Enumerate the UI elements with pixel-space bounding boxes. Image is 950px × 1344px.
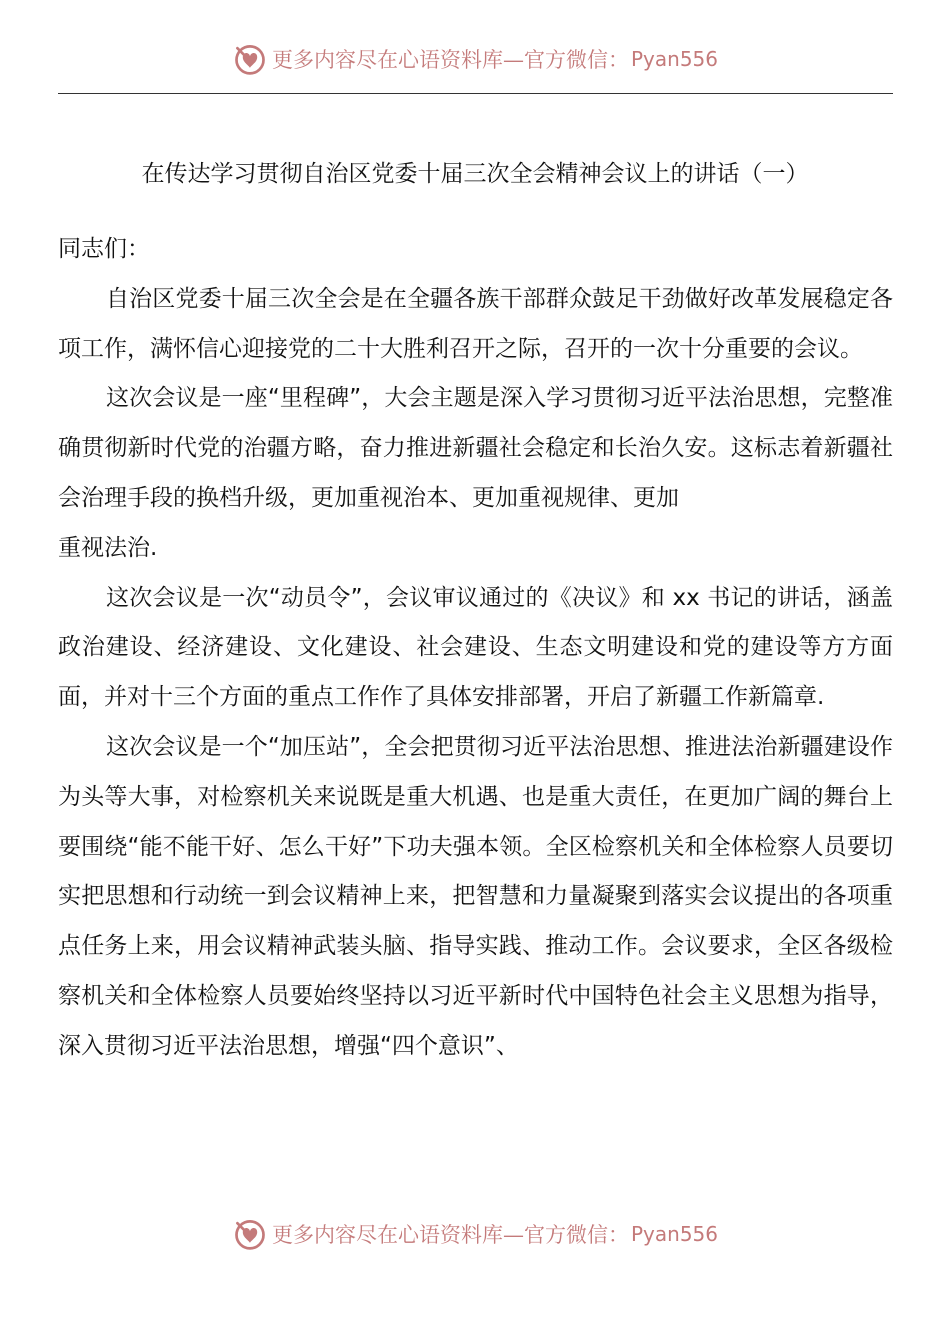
paragraph-4: 这次会议是一个“加压站”，全会把贯彻习近平法治思想、推进法治新疆建设作为头等大事，对检察机关来说既是重大机遇、也是重大责任，在更加广阔的舞台上要围绕“能不能干好、怎么干好”下功夫强本领。全区检察机关和全体检察人员要切实把思想和行动统一到会议精神上来，把智慧和力量凝聚到落实会议提出的各项重点任务上来，用会议精神武装头脑、指导实践、推动工作。会议要求，全区各级检察机关和全体检察人员要始终坚持以习近平新时代中国特色社会主义思想为指导，深入贯彻习近平法治思想，增强“四个意识”、 bbox=[58, 733, 893, 1059]
heart-logo-icon bbox=[232, 1216, 268, 1252]
watermark-site-text: 更多内容尽在心语资料库—官方微信： bbox=[271, 1223, 629, 1247]
heart-logo-icon bbox=[232, 41, 268, 77]
paragraph-2-continuation: 重视法治. bbox=[58, 534, 158, 561]
watermark-wechat-id: Pyan556 bbox=[630, 1222, 718, 1246]
salutation: 同志们： bbox=[58, 236, 150, 262]
footer-watermark bbox=[0, 1214, 950, 1254]
paragraph-2: 这次会议是一座“里程碑”，大会主题是深入学习贯彻习近平法治思想，完整准确贯彻新时代党的治疆方略，奋力推进新疆社会稳定和长治久安。这标志着新疆社会治理手段的换档升级，更加重视治本、更加重视规律、更加 bbox=[58, 385, 893, 511]
document-title: 在传达学习贯彻自治区党委十届三次全会精神会议上的讲话（一） bbox=[141, 161, 809, 187]
watermark-wechat-id: Pyan556 bbox=[630, 47, 718, 71]
document-body bbox=[58, 225, 893, 1072]
paragraph-1: 自治区党委十届三次全会是在全疆各族干部群众鼓足干劲做好改革发展稳定各项工作，满怀信心迎接党的二十大胜利召开之际，召开的一次十分重要的会议。 bbox=[58, 285, 893, 362]
paragraph-3: 这次会议是一次“动员令”，会议审议通过的《决议》和 xx 书记的讲话，涵盖政治建设、经济建设、文化建设、社会建设、生态文明建设和党的建设等方方面面，并对十三个方面的重点工作作了具体安排部署，开启了新疆工作新篇章. bbox=[58, 584, 893, 711]
header-watermark bbox=[0, 39, 950, 79]
watermark-site-text: 更多内容尽在心语资料库—官方微信： bbox=[271, 48, 629, 72]
header-divider bbox=[58, 93, 893, 94]
